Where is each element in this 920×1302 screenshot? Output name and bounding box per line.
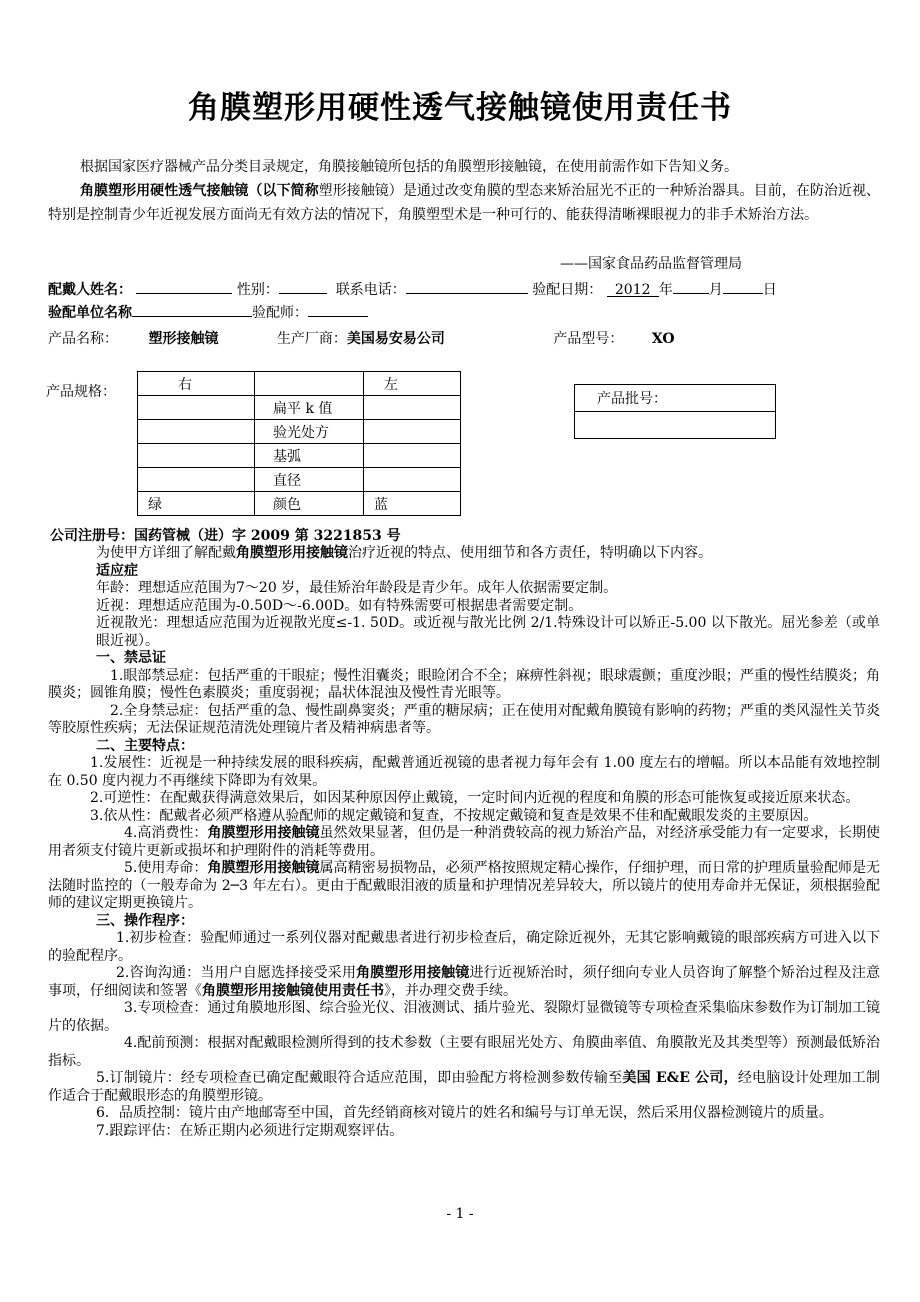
procedure-5-end: 经电脑设计处理加工制作适合于配戴眼形态的角膜塑形镜。 — [48, 1070, 881, 1104]
procedure-5-bold-company: 美国 E&E 公司， — [622, 1070, 738, 1086]
spec-right-cell[interactable] — [138, 444, 255, 468]
procedure-4: 4.配前预测：根据对配戴眼检测所得到的技术参数（主要有眼屈光处方、角膜曲率值、角膜散光及其类型等）预测最低矫治指标。 — [48, 1035, 880, 1069]
registration-number: 公司注册号：国药管械（进）字 2009 第 3221853 号 — [50, 528, 401, 544]
spec-row-label: 颜色 — [255, 492, 364, 516]
intro-bold-term: 角膜塑形用硬性透气接触镜（以下简称 — [80, 183, 319, 199]
terms-body — [48, 545, 880, 1140]
model-label: 产品型号： — [553, 331, 624, 347]
phone-field[interactable] — [406, 279, 528, 294]
lead-paragraph — [48, 545, 880, 563]
fitter-label: 验配师： — [252, 305, 308, 321]
intro-section — [48, 155, 880, 227]
table-row — [138, 468, 461, 492]
table-row — [138, 492, 461, 516]
table-row — [138, 396, 461, 420]
product-name-label: 产品名称： — [48, 331, 118, 347]
page-title: 角膜塑形用硬性透气接触镜使用责任书 — [188, 90, 732, 126]
maker-value: 美国易安易公司 — [346, 331, 445, 347]
spec-blank-cell — [255, 372, 364, 396]
spec-row-label: 验光处方 — [255, 420, 364, 444]
spec-row-label: 扁平 k 值 — [255, 396, 364, 420]
indication-myopia: 近视：理想适应范围为-0.50D～-6.00D。如有特殊需要可根据患者需要定制。 — [96, 597, 583, 614]
spec-row-label: 直径 — [255, 468, 364, 492]
table-row — [575, 412, 776, 439]
procedure-5 — [48, 1070, 880, 1105]
feature-5-bold-term: 角膜塑形用接触镜 — [207, 860, 320, 876]
intro-paragraph-1: 根据国家医疗器械产品分类目录规定，角膜接触镜所包括的角膜塑形接触镜，在使用前需作如下告知义务。 — [80, 159, 738, 175]
day-field[interactable] — [723, 279, 763, 294]
procedure-3: 3.专项检查：通过角膜地形图、综合验光仪、泪液测试、插片验光、裂隙灯显微镜等专项检查采集临床参数作为订制加工镜片的依据。 — [48, 1000, 880, 1034]
lead-text: 为使甲方详细了解配戴 — [96, 545, 236, 561]
feature-1: 1.发展性：近视是一种持续发展的眼科疾病，配戴普通近视镜的患者视力每年会有 1.00 度左右的增幅。所以本品能有效地控制在 0.50 度内视力不再继续下降即为有效果。 — [48, 755, 880, 789]
table-row — [138, 372, 461, 396]
spec-table — [137, 371, 461, 516]
spec-right-header: 右 — [138, 372, 255, 396]
form-row-unit — [48, 302, 368, 322]
spec-left-cell[interactable] — [364, 468, 461, 492]
page-number: - 1 - — [446, 1206, 474, 1222]
contraindication-heading: 一、禁忌证 — [96, 650, 166, 666]
form-row-product — [48, 328, 675, 348]
table-row — [575, 385, 776, 412]
month-unit: 月 — [708, 282, 723, 298]
procedure-2-bold-term: 角膜塑形用接触镜 — [356, 965, 470, 981]
procedure-2-mid: 进行近视矫治时，须仔细向专业人员咨询了解整个矫治过程及注意事项，仔细阅读和签署《 — [48, 965, 881, 999]
wearer-name-label: 配戴人姓名： — [48, 282, 132, 298]
intro-paragraph-2-text: 塑形接触镜）是通过改变角膜的型态来矫治屈光不正的一种矫治器具。目前，在防治近视、特别是控制青少年近视发展方面尚无有效方法的情况下，角膜塑型术是一种可行的、能获得清晰裸眼视力的非手术矫治方法。 — [48, 183, 880, 223]
feature-4-bold-term: 角膜塑形用接触镜 — [207, 825, 320, 841]
spec-row-label: 基弧 — [255, 444, 364, 468]
batch-table — [574, 384, 776, 439]
maker-label: 生产厂商： — [276, 331, 347, 347]
model-value: XO — [651, 331, 675, 347]
feature-2: 2.可逆性：在配戴获得满意效果后，如因某种原因停止戴镜，一定时间内近视的程度和角膜的形态可能恢复或接近原来状态。 — [90, 790, 860, 806]
feature-5-text: 属高精密易损物品，必须严格按照规定精心操作，仔细护理，而日常的护理质量验配师是无法随时监控的（一般寿命为 2─3 年左右）。更由于配戴眼泪液的质量和护理情况差异较大，所以镜片的使用寿命并无保证，须根据验配师的建议定期更换镜片。 — [48, 860, 881, 911]
unit-field[interactable] — [132, 302, 252, 317]
feature-4-text: 虽然效果显著，但仍是一种消费较高的视力矫治产品，对经济承受能力有一定要求，长期使用者须支付镜片更新或损坏和护理附件的消耗等费用。 — [48, 825, 881, 859]
wearer-name-field[interactable] — [136, 279, 232, 294]
procedure-5-text: 5.订制镜片：经专项检查已确定配戴眼符合适应范围，即由验配方将检测参数传输至 — [96, 1070, 623, 1086]
contraindication-1: 1.眼部禁忌症：包括严重的干眼症；慢性泪囊炎；眼睑闭合不全；麻痹性斜视；眼球震颤；重度沙眼；严重的慢性结膜炎；角膜炎；圆锥角膜；慢性色素膜炎；重度弱视；晶状体混浊及慢性青光眼等。 — [48, 667, 880, 701]
batch-field[interactable] — [575, 412, 776, 439]
phone-label: 联系电话： — [335, 282, 406, 298]
intro-paragraph-2 — [48, 179, 880, 227]
spec-left-color: 蓝 — [364, 492, 461, 516]
features-heading: 二、主要特点： — [96, 737, 194, 754]
date-label: 验配日期： — [532, 282, 603, 298]
feature-4 — [48, 825, 880, 860]
feature-4-label: 4.高消费性： — [124, 825, 208, 841]
lead-text-end: 治疗近视的特点、使用细节和各方责任，特明确以下内容。 — [348, 545, 712, 561]
spec-left-header: 左 — [364, 372, 461, 396]
spec-left-cell[interactable] — [364, 444, 461, 468]
indication-astigmatism: 近视散光：理想适应范围为近视散光度≤-1. 50D。或近视与散光比例 2/1.特殊设计可以矫正-5.00 以下散光。屈光参差（或单眼近视）。 — [96, 615, 880, 649]
lead-bold-term: 角膜塑形用接触镜 — [236, 545, 348, 561]
procedure-2 — [48, 965, 880, 1000]
procedure-2-text: 2.咨询沟通：当用户自愿选择接受采用 — [116, 965, 357, 981]
procedure-2-end: 》，并办理交费手续。 — [384, 982, 517, 999]
spec-left-cell[interactable] — [364, 396, 461, 420]
spec-right-cell[interactable] — [138, 396, 255, 420]
feature-5 — [48, 860, 880, 913]
spec-left-cell[interactable] — [364, 420, 461, 444]
gender-label: 性别： — [236, 282, 279, 298]
product-name-value: 塑形接触镜 — [148, 331, 219, 347]
unit-label: 验配单位名称 — [48, 305, 132, 321]
issuer-signature: ——国家食品药品监督管理局 — [560, 256, 742, 272]
fitter-field[interactable] — [308, 302, 368, 317]
procedure-6: 6．品质控制：镜片由产地邮寄至中国，首先经销商核对镜片的姓名和编号与订单无误，然后采用仪器检测镜片的质量。 — [96, 1105, 833, 1121]
spec-right-cell[interactable] — [138, 468, 255, 492]
day-unit: 日 — [762, 282, 777, 298]
year-unit: 年 — [658, 282, 673, 298]
procedure-2-doc-title: 角膜塑形用接触镜使用责任书 — [202, 982, 384, 999]
indication-heading: 适应症 — [96, 562, 138, 579]
procedure-heading: 三、操作程序： — [96, 912, 194, 929]
contraindication-2: 2.全身禁忌症：包括严重的急、慢性副鼻窦炎；严重的糖尿病；正在使用对配戴角膜镜有影响的药物；严重的类风湿性关节炎等胶原性疾病；无法保证规范清洗处理镜片者及精神病患者等。 — [48, 702, 880, 736]
indication-age: 年龄：理想适应范围为7～20 岁，最佳矫治年龄段是青少年。成年人依据需要定制。 — [96, 580, 618, 596]
spec-label: 产品规格： — [46, 384, 116, 400]
form-row-wearer — [48, 279, 777, 299]
feature-5-label: 5.使用寿命： — [124, 860, 208, 876]
table-row — [138, 444, 461, 468]
procedure-7: 7.跟踪评估：在矫正期内必须进行定期观察评估。 — [96, 1122, 404, 1139]
spec-right-cell[interactable] — [138, 420, 255, 444]
gender-field[interactable] — [279, 279, 327, 294]
spec-right-color: 绿 — [138, 492, 255, 516]
month-field[interactable] — [673, 279, 709, 294]
feature-3: 3.依从性：配戴者必须严格遵从验配师的规定戴镜和复查，不按规定戴镜和复查是效果不佳和配戴眼发炎的主要原因。 — [90, 807, 818, 824]
table-row — [138, 420, 461, 444]
year-field[interactable]: 2012 — [607, 282, 659, 297]
batch-label: 产品批号： — [575, 385, 776, 412]
procedure-1: 1.初步检查：验配师通过一系列仪器对配戴患者进行初步检查后，确定除近视外，无其它影响戴镜的眼部疾病方可进入以下的验配程序。 — [48, 930, 880, 964]
